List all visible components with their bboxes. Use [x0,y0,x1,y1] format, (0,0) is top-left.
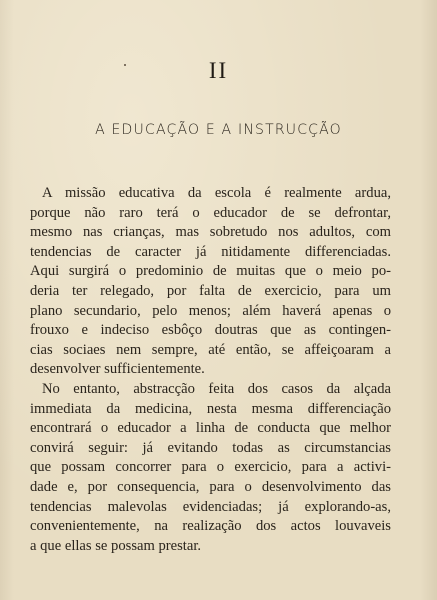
text-line: frouxo e indeciso esbôço doutras que as contingen- [30,322,391,339]
paragraph-2 [30,380,391,556]
text-line: dade e, por consequencia, para o desenvolvimento das [30,478,391,495]
body-text [30,184,391,556]
text-line: No entanto, abstracção feita dos casos da alçada [42,380,391,397]
text-line: deria ter relegado, por falta de exercicio, para um [30,282,391,299]
text-line: Aqui surgirá o predominio de muitas que o meio po- [30,263,391,280]
text-line: plano secundario, pelo menos; além haverá apenas o [30,302,391,319]
text-line: tendencias de caracter já nitidamente differenciadas. [30,243,391,260]
text-line: convenientemente, na realização dos actos louvaveis [30,518,391,535]
text-line: desenvolver sufficientemente. [30,361,205,378]
text-line: mesmo nas crianças, mas sobretudo nos adultos, com [30,224,391,241]
text-line: tendencias malevolas evidenciadas; já explorando-as, [30,498,391,515]
paragraph-1 [30,184,391,380]
text-line: que possam concorrer para o exercicio, para a activi- [30,459,391,476]
chapter-number: II [208,58,229,83]
text-line: encontrará o educador a linha de conducta que melhor [30,420,391,437]
chapter-title: A EDUCAÇÃO E A INSTRUCÇÃO [95,122,342,138]
text-line: A missão educativa da escola é realmente ardua, [42,185,391,201]
text-line: porque não raro terá o educador de se defrontar, [30,204,391,221]
text-line: cias sociaes nem sempre, até então, se affeiçoaram a [30,341,391,358]
text-line: convirá seguir: já evitando todas as circumstancias [30,439,391,456]
text-line: a que ellas se possam prestar. [30,537,202,554]
text-line: immediata da medicina, nesta mesma differenciação [30,400,391,417]
